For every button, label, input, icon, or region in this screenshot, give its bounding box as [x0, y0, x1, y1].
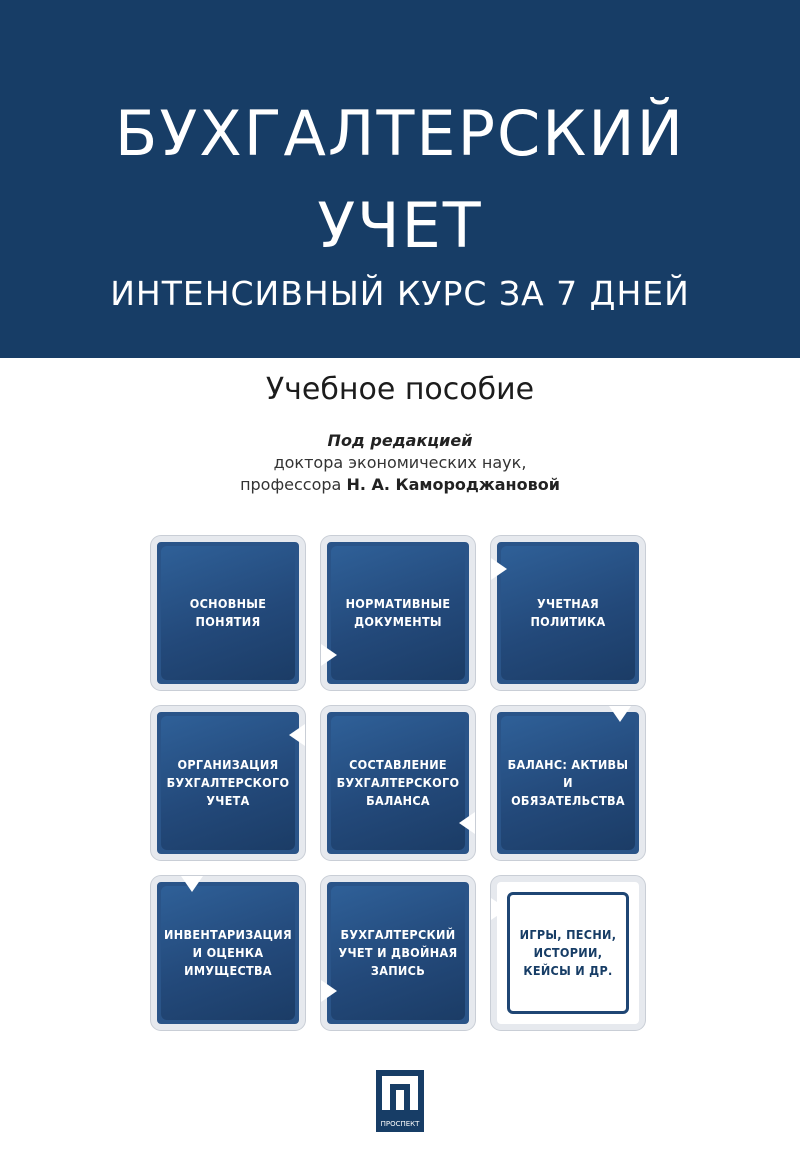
tile-label: ИГРЫ, ПЕСНИ, ИСТОРИИ, КЕЙСЫ И ДР.: [519, 927, 617, 978]
arrow-down-icon: [609, 706, 631, 722]
subtitle: Учебное пособие: [265, 372, 535, 407]
tile-label: БУХГАЛТЕРСКИЙ УЧЕТ И ДВОЙНАЯ ЗАПИСЬ: [338, 927, 458, 978]
tile-inventory-valuation: [151, 876, 305, 1030]
editor-heading: Под редакцией: [327, 431, 473, 450]
tile-accounting-organization: [151, 706, 305, 860]
title-line-2: УЧЕТ: [317, 189, 483, 262]
tile-accounting-policy: [491, 536, 645, 690]
tile-label: СОСТАВЛЕНИЕ БУХГАЛТЕРСКОГО БАЛАНСА: [336, 757, 460, 808]
tile-label: ОРГАНИЗАЦИЯ БУХГАЛТЕРСКОГО УЧЕТА: [166, 757, 290, 808]
tile-regulatory-documents: [321, 536, 475, 690]
editor-name-line: [0, 474, 800, 496]
title-line-3: ИНТЕНСИВНЫЙ КУРС ЗА 7 ДНЕЙ: [110, 274, 690, 313]
arrow-right-icon: [321, 980, 337, 1002]
arrow-right-icon: [491, 558, 507, 580]
tile-basic-concepts: [151, 536, 305, 690]
editor-name: Н. А. Камороджановой: [346, 475, 560, 494]
tile-label: ИНВЕНТАРИЗАЦИЯ И ОЦЕНКА ИМУЩЕСТВА: [164, 927, 292, 978]
topics-grid: [151, 536, 647, 1032]
arrow-right-icon: [491, 898, 507, 920]
tile-balance-assets-liabilities: [491, 706, 645, 860]
publisher-logo-text: ПРОСПЕКТ: [380, 1120, 420, 1128]
tile-label: ОСНОВНЫЕ ПОНЯТИЯ: [189, 596, 267, 629]
arrow-left-icon: [289, 724, 305, 746]
editor-title: профессора: [240, 475, 342, 494]
tile-label: НОРМАТИВНЫЕ ДОКУМЕНТЫ: [345, 596, 451, 629]
tile-balance-preparation: [321, 706, 475, 860]
arrow-down-icon: [181, 876, 203, 892]
editor-degree: доктора экономических наук,: [273, 453, 527, 472]
arrow-left-icon: [459, 812, 475, 834]
publisher-logo-icon: [376, 1070, 424, 1132]
tile-label: БАЛАНС: АКТИВЫ И ОБЯЗАТЕЛЬСТВА: [507, 757, 629, 808]
tile-label: УЧЕТНАЯ ПОЛИТИКА: [530, 596, 606, 629]
arrow-right-icon: [321, 644, 337, 666]
tile-double-entry: [321, 876, 475, 1030]
tile-games-cases: [491, 876, 645, 1030]
title-line-1: БУХГАЛТЕРСКИЙ: [114, 97, 686, 170]
